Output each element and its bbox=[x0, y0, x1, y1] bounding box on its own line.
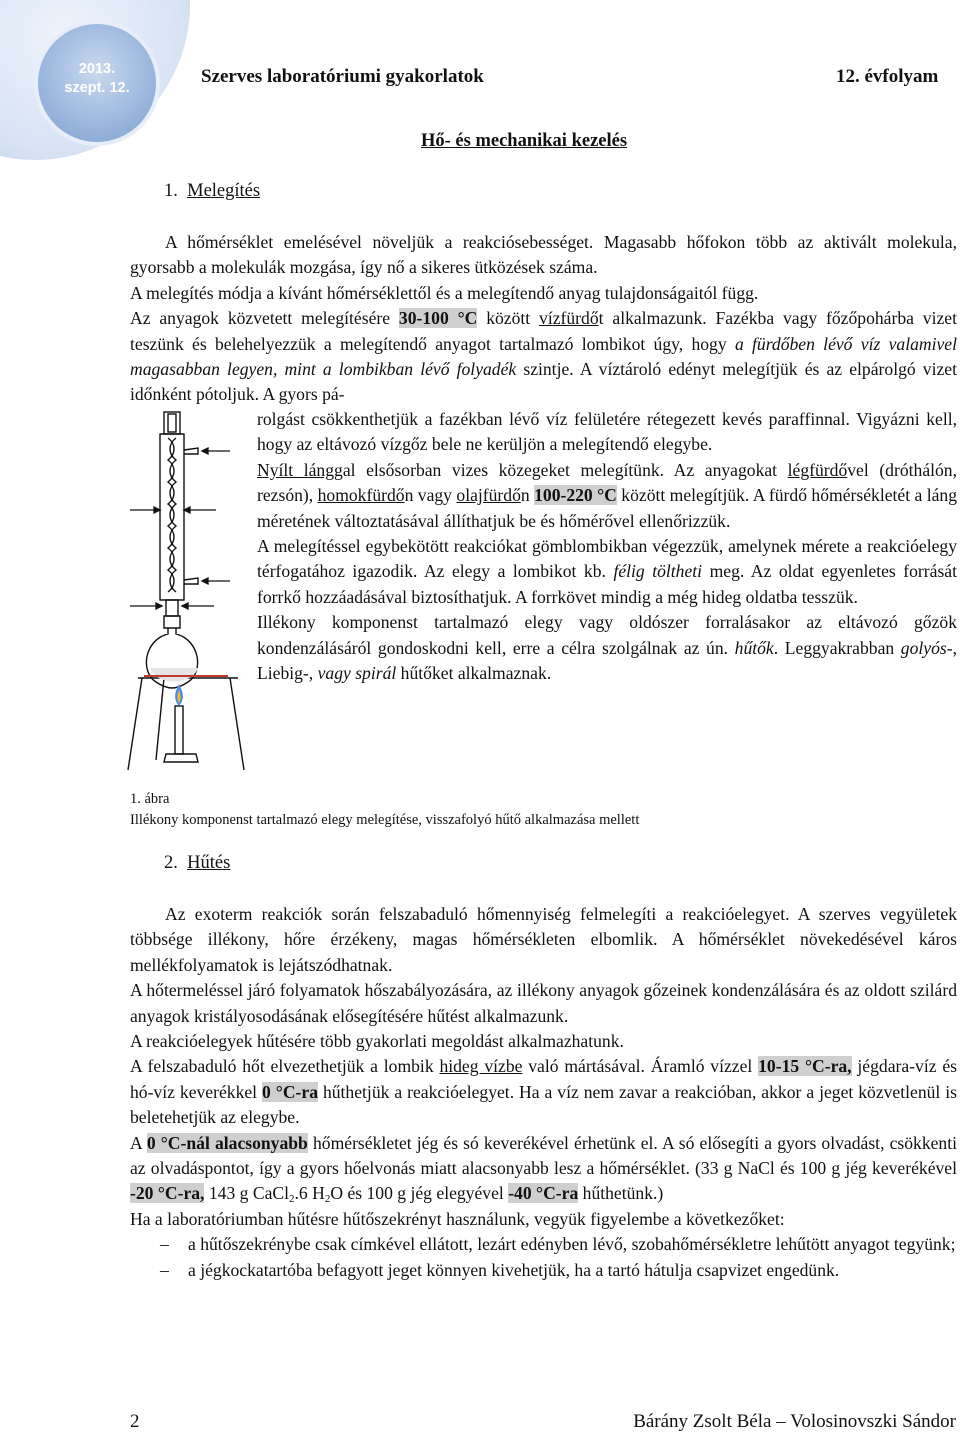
paragraph: A hőtermeléssel járó folyamatok hőszabályozására, az illékony anyagok gőzeinek kondenzálására és az oldott szilárd anyagok kristályosodásának elősegítésére hűtést alkalmazunk. bbox=[130, 980, 957, 1026]
temp-highlight: 0 °C-ra bbox=[262, 1081, 318, 1102]
cooler-paragraph: Illékony komponenst tartalmazó elegy vagy oldószer forralásakor az eltávozó gőzök kondenzálásáról gondoskodni kell, erre a célra szolgálnak az ún. hűtők. Leggyakrabban golyós-, Liebig-, vagy spirál hűtőket alkalmaznak. bbox=[257, 612, 957, 684]
date-badge bbox=[38, 24, 156, 142]
date-line-1: 2013. bbox=[78, 61, 116, 77]
cold-water-paragraph: A felszabaduló hőt elvezethetjük a lombik hideg vízbe való mártásával. Áramló vízzel 10-15 °C-ra, jégdara-víz és hó-víz keverékkel 0 °C-ra hűthetjük a reakcióelegyet. Ha a víz nem zavar a reakcióban, akkor a jeget közvetlenül is beletehetjük az elegybe. bbox=[130, 1056, 957, 1128]
section-1-heading bbox=[164, 181, 260, 202]
figure-caption-text: Illékony komponenst tartalmazó elegy melegítése, visszafolyó hűtő alkalmazása mellett bbox=[130, 812, 640, 828]
paragraph: A melegítés módja a kívánt hőmérséklettől és a melegítendő anyag tulajdonságaitól függ. bbox=[130, 282, 759, 303]
paragraph: A reakcióelegyek hűtésére több gyakorlati megoldást alkalmazhatunk. bbox=[130, 1031, 624, 1052]
header-grade: 12. évfolyam bbox=[836, 66, 939, 87]
sand-bath-term: homokfürdő bbox=[317, 485, 405, 506]
paragraph: A hőmérséklet emelésével növeljük a reakciósebességet. Magasabb hőfokon több az aktivált molekula, gyorsabb a molekulák mozgása, így nő a sikeres ütközések száma. bbox=[130, 232, 957, 278]
temp-highlight: 10-15 °C-ra, bbox=[758, 1056, 852, 1077]
section-2-body bbox=[130, 902, 957, 1283]
doc-title: Hő- és mechanikai kezelés bbox=[421, 131, 628, 151]
dash-bullet: – bbox=[160, 1259, 169, 1280]
flask-paragraph: A melegítéssel egybekötött reakciókat gömblombikban végezzük, amelynek mérete a reakcióelegy térfogatához igazodik. Az elegy a lombikot kb. félig töltheti meg. Az oldat egyenletes forrását forrkő hozzáadásával biztosíthatjuk. A forrkövet mindig a még hideg oldatba tesszük. bbox=[257, 536, 957, 607]
air-bath-term: légfürdő bbox=[787, 459, 848, 480]
temp-highlight: -40 °C-ra bbox=[508, 1183, 579, 1204]
water-bath-term: vízfürdő bbox=[539, 308, 599, 329]
page-number: 2 bbox=[130, 1411, 140, 1432]
temp-highlight: 30-100 °C bbox=[398, 308, 478, 329]
paragraph: rolgást csökkenthetjük a fazékban lévő víz felületére rétegezett kevés paraffinnal. Vigyázni kell, hogy az eltávozó vízgőz bele ne kerüljön a melegítendő elegybe. bbox=[257, 409, 957, 455]
section-1-intro bbox=[130, 230, 957, 408]
figure-label: 1. ábra bbox=[130, 791, 170, 807]
oil-bath-term: olajfürdő bbox=[456, 485, 521, 506]
header-title: Szerves laboratóriumi gyakorlatok bbox=[201, 66, 484, 87]
section-2-title: Hűtés bbox=[187, 853, 231, 873]
paragraph: Az exoterm reakciók során felszabaduló hőmennyiség felmelegíti a reakcióelegyet. A szerves vegyületek többsége illékony, hőre érzékeny, magas hőmérsékleten elbomlik. A hőmérséklet növekedésével káros mellékfolyamatok is lejátszódhatnak. bbox=[130, 904, 957, 975]
footer-authors: Bárány Zsolt Béla – Volosinovszki Sándor bbox=[633, 1411, 956, 1432]
section-1-wrap-text bbox=[257, 407, 957, 686]
temp-highlight: 0 °C-nál alacsonyabb bbox=[146, 1132, 308, 1153]
temp-highlight: 100-220 °C bbox=[534, 485, 617, 506]
figure-caption bbox=[130, 789, 639, 831]
temp-highlight: -20 °C-ra, bbox=[130, 1183, 205, 1204]
section-1-title: Melegítés bbox=[187, 181, 261, 201]
list-item: – a hűtőszekrénybe csak címkével ellátott, lezárt edényben lévő, szobahőmérsékletre lehűtött anyagot tegyünk; bbox=[130, 1232, 957, 1257]
section-2-heading bbox=[164, 853, 230, 874]
list-item: – a jégkockatartóba befagyott jeget könnyen kivehetjük, ha a tartó hátulja csapvizet engedünk. bbox=[130, 1258, 957, 1283]
flame-paragraph: Nyílt lánggal elsősorban vizes közegeket melegítünk. Az anyagokat légfürdővel (dróthálón, rezsón), homokfürdőn vagy olajfürdőn 100-220 °C között melegítjük. A fürdő hőmérsékletét a láng méretének változtatásával állíthatjuk be és hőmérővel ellenőrizzük. bbox=[257, 459, 958, 531]
section-1-number: 1. bbox=[164, 181, 178, 201]
ice-salt-paragraph: A 0 °C-nál alacsonyabb hőmérsékletet jég és só keverékével érhetünk el. A só elősegíti a gyors olvadást, csökkenti az olvadáspontot, így a gyors hőelvonás miatt alacsonyabb lesz a hőmérséklet. (33 g NaCl és 100 g jég keverékével -20 °C-ra, 143 g CaCl$_2$.6 $H_2O$ és 100 g jég elegyével -40 °C-ra hűthetünk.) bbox=[130, 1132, 958, 1206]
dash-bullet: – bbox=[160, 1234, 169, 1255]
fridge-rules-list bbox=[130, 1232, 957, 1283]
paragraph: Ha a laboratóriumban hűtésre hűtőszekrényt használunk, vegyük figyelembe a következőket: bbox=[130, 1208, 785, 1229]
water-bath-paragraph: Az anyagok közvetett melegítésére 30-100 °C között vízfürdőt alkalmazunk. Fazékba vagy főzőpohárba vizet teszünk és belehelyezzük a melegítendő anyagot tartalmazó lombikot úgy, hogy a fürdőben lévő víz valamivel magasabban legyen, mint a lombikban lévő folyadék szintje. A víztároló edényt melegítjük és az elpárolgó vizet időnként pótoljuk. A gyors pá- bbox=[130, 308, 957, 405]
reflux-apparatus-figure bbox=[126, 410, 252, 775]
section-2-number: 2. bbox=[164, 853, 178, 873]
date-line-2: szept. 12. bbox=[64, 80, 130, 96]
